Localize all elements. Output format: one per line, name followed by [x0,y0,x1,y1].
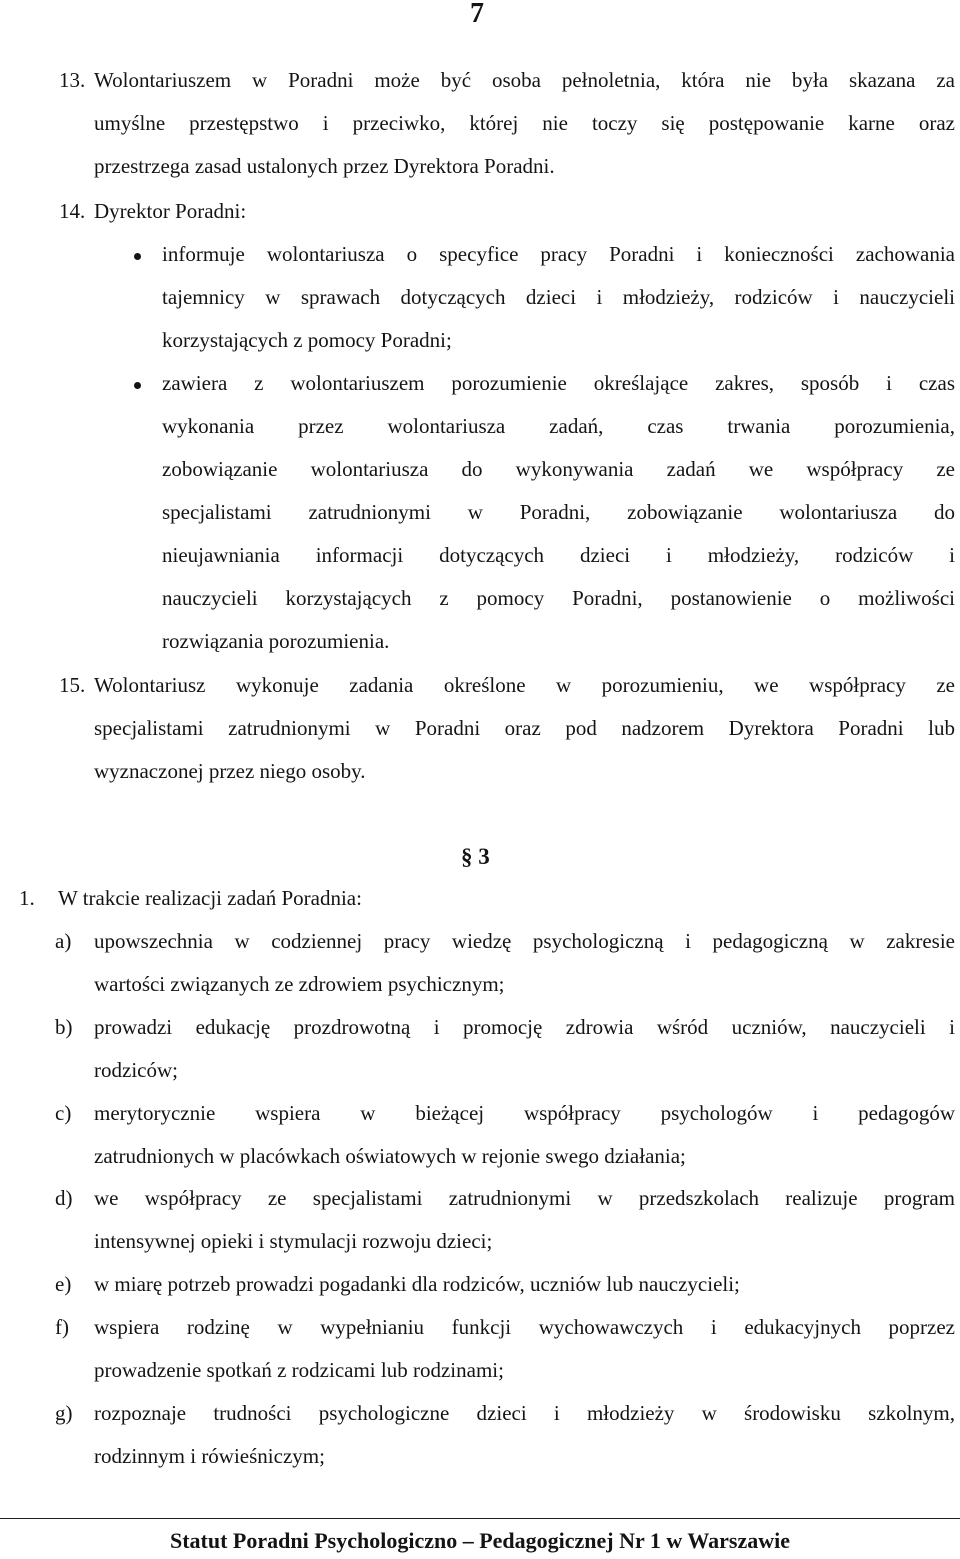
list-label: a) [55,929,72,953]
list-item-line: rodziców; [94,1058,178,1082]
page-footer: Statut Poradni Psychologiczno – Pedagogicznej Nr 1 w Warszawie [169,1528,791,1553]
item-intro: Dyrektor Poradni: [94,199,247,223]
bullet-line: rozwiązania porozumienia. [162,629,390,653]
point-number: 1. [19,886,35,910]
bullet-line: nieujawniania informacji dotyczących dzieci i młodzieży, rodziców i [162,543,955,567]
list-label: c) [55,1101,72,1125]
paragraph-line: wyznaczonej przez niego osoby. [94,759,366,783]
footer-divider [0,1518,960,1519]
bullet-line: wykonania przez wolontariusza zadań, czas trwania porozumienia, [162,414,955,438]
paragraph-line: przestrzega zasad ustalonych przez Dyrektora Poradni. [94,154,555,178]
list-item-line: rodzinnym i rówieśniczym; [94,1444,325,1468]
paragraph-line: umyślne przestępstwo i przeciwko, której nie toczy się postępowanie karne oraz [94,111,955,135]
bullet-line: nauczycieli korzystających z pomocy Poradni, postanowienie o możliwości [162,586,955,610]
list-item-line: prowadzi edukację prozdrowotną i promocję zdrowia wśród uczniów, nauczycieli i [94,1015,955,1039]
bullet-icon [134,382,141,389]
list-label: f) [55,1315,69,1339]
point-intro: W trakcie realizacji zadań Poradnia: [58,886,362,910]
list-item-line: upowszechnia w codziennej pracy wiedzę psychologiczną i pedagogiczną w zakresie [94,929,955,953]
bullet-line: korzystających z pomocy Poradni; [162,328,452,352]
list-item-line: wartości związanych ze zdrowiem psychicznym; [94,972,505,996]
bullet-line: informuje wolontariusza o specyfice pracy Poradni i konieczności zachowania [162,242,955,266]
list-item-line: we współpracy ze specjalistami zatrudnionymi w przedszkolach realizuje program [94,1186,955,1210]
list-item-line: zatrudnionych w placówkach oświatowych w rejonie swego działania; [94,1144,686,1168]
list-item-line: rozpoznaje trudności psychologiczne dzieci i młodzieży w środowisku szkolnym, [94,1401,955,1425]
list-label: e) [55,1272,72,1296]
bullet-line: zawiera z wolontariuszem porozumienie określające zakres, sposób i czas [162,371,955,395]
bullet-icon [134,253,141,260]
list-item-line: w miarę potrzeb prowadzi pogadanki dla rodziców, uczniów lub nauczycieli; [94,1272,740,1296]
section-heading: § 3 [461,844,490,869]
item-number: 15. [59,673,86,697]
list-label: b) [55,1015,73,1039]
list-label: d) [55,1186,73,1210]
list-item-line: intensywnej opieki i stymulacji rozwoju dzieci; [94,1229,493,1253]
bullet-line: specjalistami zatrudnionymi w Poradni, zobowiązanie wolontariusza do [162,500,955,524]
list-item-line: merytorycznie wspiera w bieżącej współpracy psychologów i pedagogów [94,1101,955,1125]
bullet-line: zobowiązanie wolontariusza do wykonywania zadań we współpracy ze [162,457,955,481]
page-number: 7 [470,0,484,29]
list-item-line: wspiera rodzinę w wypełnianiu funkcji wychowawczych i edukacyjnych poprzez [94,1315,955,1339]
item-number: 13. [59,68,86,92]
list-label: g) [55,1401,73,1425]
paragraph-line: Wolontariuszem w Poradni może być osoba pełnoletnia, która nie była skazana za [94,68,955,92]
bullet-line: tajemnicy w sprawach dotyczących dzieci i młodzieży, rodziców i nauczycieli [162,285,955,309]
list-item-line: prowadzenie spotkań z rodzicami lub rodzinami; [94,1358,504,1382]
item-number: 14. [59,199,86,223]
paragraph-line: Wolontariusz wykonuje zadania określone w porozumieniu, we współpracy ze [94,673,955,697]
paragraph-line: specjalistami zatrudnionymi w Poradni oraz pod nadzorem Dyrektora Poradni lub [94,716,955,740]
